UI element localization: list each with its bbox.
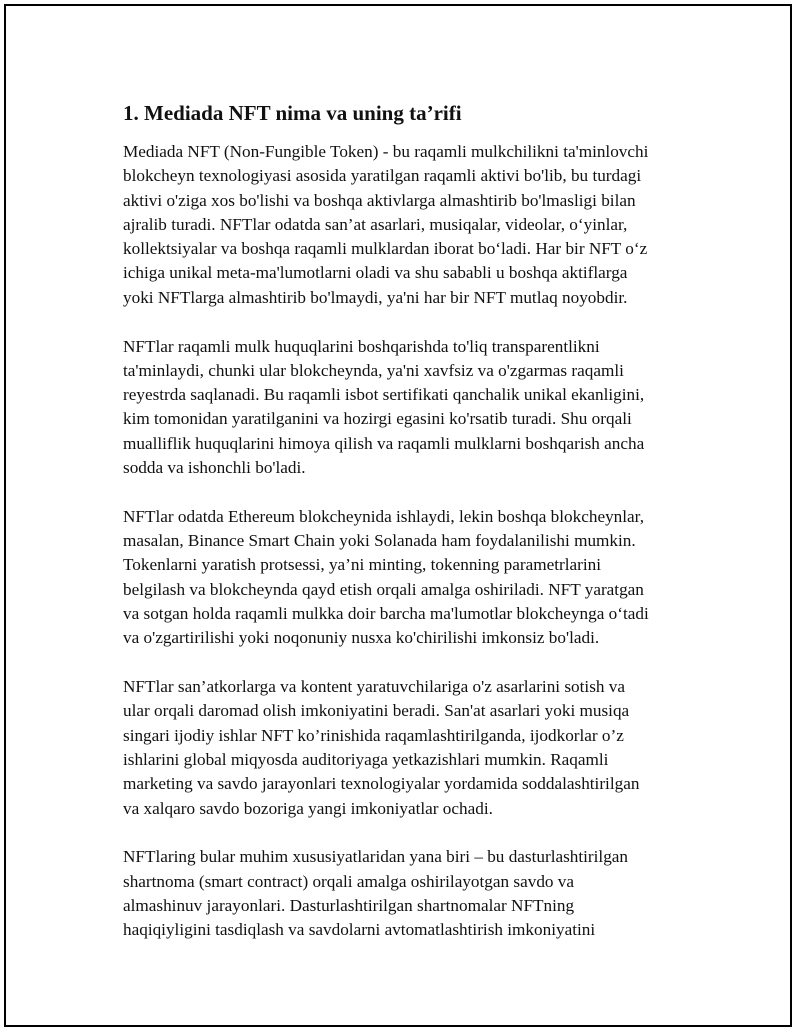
section-heading: 1. Mediada NFT nima va uning ta’rifi	[123, 101, 462, 125]
text-line: ichiga unikal meta-ma'lumotlarni oladi va shu sababli u boshqa aktiflarga	[123, 263, 628, 283]
paragraph-4	[123, 675, 701, 821]
text-line: va xalqaro savdo bozoriga yangi imkoniyatlar ochadi.	[123, 798, 493, 818]
paragraph-3	[123, 505, 701, 651]
text-line: blokcheyn texnologiyasi asosida yaratilgan raqamli aktivi bo'lib, bu turdagi	[123, 166, 642, 186]
text-line: Tokenlarni yaratish protsessi, ya’ni minting, tokenning parametrlarini	[123, 555, 602, 575]
text-line: NFTlar odatda Ethereum blokcheynida ishlaydi, lekin boshqa blokcheynlar,	[123, 506, 645, 526]
text-line: Mediada NFT (Non-Fungible Token) - bu raqamli mulkchilikni ta'minlovchi	[123, 142, 649, 161]
text-line: ajralib turadi. NFTlar odatda san’at asarlari, musiqalar, videolar, o‘yinlar,	[123, 214, 628, 234]
text-line: singari ijodiy ishlar NFT ko’rinishida raqamlashtirilganda, ijodkorlar o’z	[123, 725, 624, 745]
text-line: kollektsiyalar va boshqa raqamli mulklardan iborat bo‘ladi. Har bir NFT o‘z	[123, 239, 648, 259]
text-line: NFTlaring bular muhim xususiyatlaridan yana biri – bu dasturlashtirilgan	[123, 847, 629, 867]
document-body	[123, 100, 701, 967]
text-line: yoki NFTlarga almashtirib bo'lmaydi, ya'ni har bir NFT mutlaq noyobdir.	[123, 287, 628, 307]
text-line: masalan, Binance Smart Chain yoki Solanada ham foydalanilishi mumkin.	[123, 531, 636, 551]
text-line: NFTlar san’atkorlarga va kontent yaratuvchilariga o'z asarlarini sotish va	[123, 677, 625, 697]
text-line: mualliflik huquqlarini himoya qilish va raqamli mulklarni boshqarish ancha	[123, 433, 645, 453]
text-line: kim tomonidan yaratilganini va hozirgi egasini ko'rsatib turadi. Shu orqali	[123, 409, 632, 429]
text-line: almashinuv jarayonlari. Dasturlashtirilgan shartnomalar NFTning	[123, 896, 575, 916]
text-line: ular orqali daromad olish imkoniyatini beradi. San'at asarlari yoki musiqa	[123, 701, 630, 721]
text-line: shartnoma (smart contract) orqali amalga oshirilayotgan savdo va	[123, 871, 575, 891]
text-line: NFTlar raqamli mulk huquqlarini boshqarishda to'liq transparentlikni	[123, 336, 600, 356]
paragraph-5	[123, 845, 701, 942]
paragraph-1	[123, 140, 701, 310]
text-line: va o'zgartirilishi yoki noqonuniy nusxa ko'chirilishi imkonsiz bo'ladi.	[123, 628, 600, 648]
paragraph-2	[123, 335, 701, 481]
text-line: ta'minlaydi, chunki ular blokcheynda, ya'ni xavfsiz va o'zgarmas raqamli	[123, 360, 624, 380]
text-line: haqiqiyligini tasdiqlash va savdolarni avtomatlashtirish imkoniyatini	[123, 920, 596, 940]
text-line: aktivi o'ziga xos bo'lishi va boshqa aktivlarga almashtirib bo'lmasligi bilan	[123, 190, 636, 210]
text-line: marketing va savdo jarayonlari texnologiyalar yordamida soddalashtirilgan	[123, 774, 640, 794]
text-line: va sotgan holda raqamli mulkka doir barcha ma'lumotlar blokcheynga o‘tadi	[123, 604, 649, 624]
text-line: ishlarini global miqyosda auditoriyaga yetkazishlari mumkin. Raqamli	[123, 750, 609, 770]
text-line: belgilash va blokcheynda qayd etish orqali amalga oshiriladi. NFT yaratgan	[123, 579, 644, 599]
text-line: sodda va ishonchli bo'ladi.	[123, 458, 306, 478]
text-line: reyestrda saqlanadi. Bu raqamli isbot sertifikati qanchalik unikal ekanligini,	[123, 385, 645, 405]
page-frame	[4, 4, 792, 1027]
